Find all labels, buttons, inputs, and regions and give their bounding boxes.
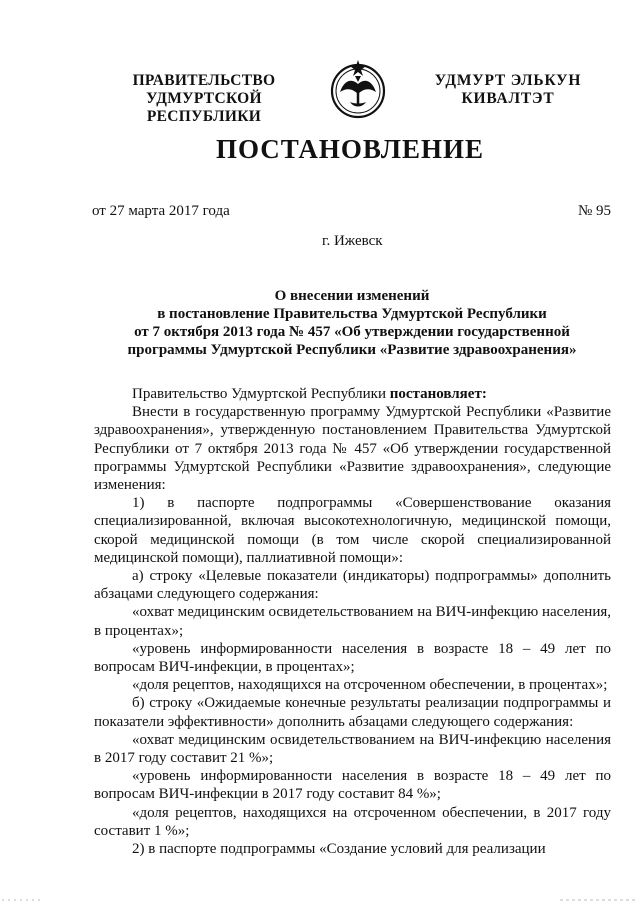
document-subject bbox=[96, 287, 608, 359]
government-name-udmurt-line2: КИВАЛТЭТ bbox=[461, 90, 555, 107]
document-number: № 95 bbox=[577, 203, 611, 219]
government-name-line1: ПРАВИТЕЛЬСТВО bbox=[132, 72, 276, 89]
scan-artifact-marks bbox=[0, 895, 640, 905]
body-paragraph-text: Правительство Удмуртской Республики bbox=[132, 386, 390, 402]
body-paragraph: Внести в государственную программу Удмуртской Республики «Развитие здравоохранения», утвержденную постановлением Правительства Удмуртской Республики от 7 октября 2013 года № 457 «Об утверждении государственной программы Удмуртской Республики «Развитие здравоохранения», следующие изменения: bbox=[94, 404, 611, 494]
document-city: г. Ижевск bbox=[322, 233, 383, 249]
government-name-line2: УДМУРТСКОЙ РЕСПУБЛИКИ bbox=[146, 90, 262, 125]
body-paragraph: «уровень информированности населения в возрасте 18 – 49 лет по вопросам ВИЧ-инфекции в 2017 году составит 84 %»; bbox=[94, 768, 611, 803]
body-paragraph: 2) в паспорте подпрограммы «Создание условий для реализации bbox=[132, 841, 546, 858]
body-paragraph: 1) в паспорте подпрограммы «Совершенствование оказания специализированной, включая высокотехнологичную, медицинской помощи, скорой медицинской помощи (в том числе скорой специализированной медицинской помощи), паллиативной помощи»: bbox=[94, 495, 611, 566]
document-title: ПОСТАНОВЛЕНИЕ bbox=[215, 134, 485, 164]
body-paragraph: б) строку «Ожидаемые конечные результаты реализации подпрограммы и показатели эффективности» дополнить абзацами следующего содержания: bbox=[94, 695, 611, 730]
body-paragraph: «охват медицинским освидетельствованием на ВИЧ-инфекцию населения, в процентах»; bbox=[94, 604, 611, 639]
government-name-udmurt bbox=[420, 72, 596, 108]
subject-line: программы Удмуртской Республики «Развитие здравоохранения» bbox=[127, 342, 577, 358]
government-name-russian bbox=[88, 72, 320, 126]
body-paragraph bbox=[94, 385, 611, 403]
body-paragraph: «доля рецептов, находящихся на отсроченном обеспечении, в 2017 году составит 1 %»; bbox=[94, 804, 611, 839]
resolution-keyword: постановляет: bbox=[389, 386, 487, 402]
body-paragraph: «охват медицинским освидетельствованием на ВИЧ-инфекцию населения в 2017 году составит 21 %»; bbox=[94, 731, 611, 767]
document-body bbox=[94, 385, 611, 858]
subject-line: О внесении изменений bbox=[274, 288, 430, 304]
udmurt-coat-of-arms-icon bbox=[326, 58, 390, 120]
body-paragraph: а) строку «Целевые показатели (индикаторы) подпрограммы» дополнить абзацами следующего содержания: bbox=[94, 568, 611, 603]
body-paragraph: «доля рецептов, находящихся на отсроченном обеспечении, в процентах»; bbox=[132, 677, 608, 694]
subject-line: в постановление Правительства Удмуртской Республики bbox=[157, 306, 547, 322]
body-paragraph: «уровень информированности населения в возрасте 18 – 49 лет по вопросам ВИЧ-инфекции, в процентах»; bbox=[94, 640, 611, 676]
government-name-udmurt-line1: УДМУРТ ЭЛЬКУН bbox=[434, 72, 582, 89]
subject-line: от 7 октября 2013 года № 457 «Об утверждении государственной bbox=[134, 324, 570, 340]
document-date: от 27 марта 2017 года bbox=[92, 203, 230, 219]
